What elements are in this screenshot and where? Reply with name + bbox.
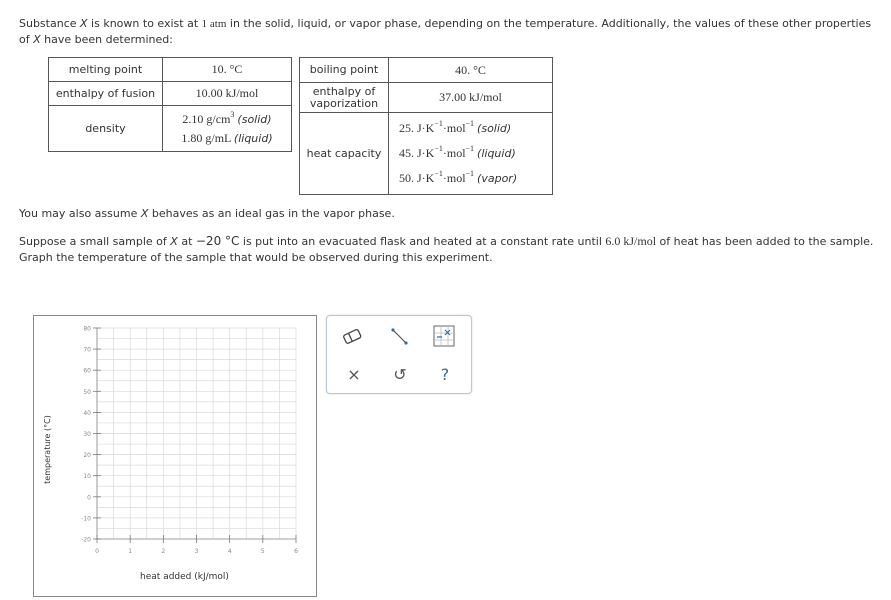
hc-exp: −1 [465, 119, 475, 128]
y-tick-label: 80 [83, 325, 91, 333]
melting-point-value: 10. °C [163, 58, 292, 82]
y-tick-label: 50 [83, 388, 91, 396]
question-part: of heat has been added to the sample. Graph the temperature of the sample that would be observed during this experiment. [19, 235, 874, 264]
heat-capacity-vapor [399, 166, 548, 191]
assumption-text [19, 206, 879, 222]
enthalpy-vap-label: enthalpy of vaporization [300, 83, 389, 113]
density-values [163, 106, 292, 152]
y-tick-label: 20 [83, 452, 91, 460]
intro-part: is known to exist at [87, 17, 202, 30]
eraser-tool[interactable] [339, 324, 365, 348]
substance-var: X [33, 33, 41, 46]
line-tool-icon [389, 326, 409, 346]
x-tick-label: 5 [260, 548, 265, 555]
hc-value: 25. [399, 121, 414, 135]
phase-tag: (solid) [237, 112, 272, 126]
heat-capacity-solid [399, 116, 548, 141]
heat-capacity-liquid [399, 141, 548, 166]
question-part: Suppose a small sample of [19, 235, 171, 248]
x-axis-label: heat added (kJ/mol) [140, 572, 229, 582]
phase-tag: (vapor) [477, 172, 518, 185]
help-button[interactable] [432, 362, 458, 386]
y-tick-label: 30 [83, 431, 91, 438]
hc-unit: J·K [417, 121, 435, 135]
density-liquid [167, 129, 287, 148]
hc-unit: J·K [417, 171, 435, 185]
x-tick-label: 0 [95, 548, 99, 555]
close-icon: × [347, 364, 361, 384]
phase-tag: (liquid) [233, 131, 273, 145]
assumption-part: You may also assume [19, 207, 141, 220]
y-tick-label: 70 [83, 346, 91, 354]
graph-area[interactable] [33, 315, 317, 597]
intro-part: have been determined: [40, 33, 173, 46]
boiling-point-label: boiling point [300, 58, 389, 83]
undo-icon: ↺ [393, 364, 407, 384]
help-icon: ? [440, 364, 450, 384]
boiling-point-value: 40. °C [389, 58, 553, 83]
y-tick-label: -20 [81, 536, 91, 544]
properties-table-left [48, 57, 292, 152]
question-part: is put into an evacuated flask and heated at a constant rate until [239, 235, 606, 248]
enthalpy-vap-value: 37.00 kJ/mol [389, 83, 553, 113]
x-tick-label: 1 [128, 548, 133, 555]
question-part: at [177, 235, 196, 248]
hc-value: 50. [399, 171, 414, 185]
start-temperature: −20 °C [195, 234, 240, 248]
y-tick-label: 40 [83, 409, 91, 417]
undo-button[interactable] [387, 362, 413, 386]
intro-part: Substance [19, 17, 81, 30]
hc-exp: −1 [465, 144, 475, 153]
heat-amount: 6.0 kJ/mol [605, 234, 657, 248]
hc-unit: J·K [417, 146, 435, 160]
heat-capacity-label: heat capacity [300, 113, 389, 195]
y-tick-label: 0 [87, 494, 91, 502]
x-tick-label: 3 [194, 548, 199, 555]
density-solid [167, 110, 287, 129]
pressure-value: 1 atm [201, 18, 227, 30]
crosshair-tool-icon [433, 325, 455, 347]
hc-unit: ·mol [442, 171, 466, 185]
graph-tool-panel [326, 315, 472, 394]
x-tick-label: 4 [227, 548, 232, 555]
phase-tag: (liquid) [477, 147, 516, 160]
crosshair-tool[interactable] [431, 324, 457, 348]
hc-exp: −1 [434, 169, 443, 178]
heat-capacity-values [389, 113, 553, 195]
intro-text [19, 16, 879, 48]
density-exponent: 3 [230, 109, 235, 119]
hc-exp: −1 [465, 169, 475, 178]
hc-exp: −1 [434, 119, 443, 128]
line-tool[interactable] [386, 324, 412, 348]
intro-part: in the solid, liquid, or vapor phase, depending on the temperature. Additionally, the values of these other properties of [19, 17, 872, 46]
substance-var: X [80, 17, 88, 30]
hc-unit: ·mol [442, 121, 466, 135]
temperature-plot[interactable] [34, 316, 316, 596]
x-tick-label: 6 [294, 548, 298, 555]
hc-unit: ·mol [442, 146, 466, 160]
properties-table-right [299, 57, 553, 195]
eraser-icon [342, 328, 362, 344]
density-liquid-value: 1.80 g/mL [181, 130, 231, 145]
question-text [19, 233, 879, 266]
hc-exp: −1 [434, 144, 443, 153]
density-label: density [49, 106, 163, 152]
melting-point-label: melting point [49, 58, 163, 82]
y-axis-label: temperature (°C) [43, 415, 52, 484]
y-tick-label: -10 [81, 515, 91, 523]
substance-var: X [140, 207, 149, 220]
hc-value: 45. [399, 146, 414, 160]
assumption-part: behaves as an ideal gas in the vapor phase. [148, 207, 395, 220]
density-solid-value: 2.10 g/cm [182, 111, 231, 126]
y-tick-label: 60 [83, 367, 91, 375]
enthalpy-fusion-label: enthalpy of fusion [49, 82, 163, 106]
clear-button[interactable] [341, 362, 367, 386]
substance-var: X [170, 235, 178, 248]
x-tick-label: 2 [161, 548, 166, 555]
enthalpy-fusion-value: 10.00 kJ/mol [163, 82, 292, 106]
phase-tag: (solid) [477, 122, 512, 135]
y-tick-label: 10 [83, 473, 91, 481]
